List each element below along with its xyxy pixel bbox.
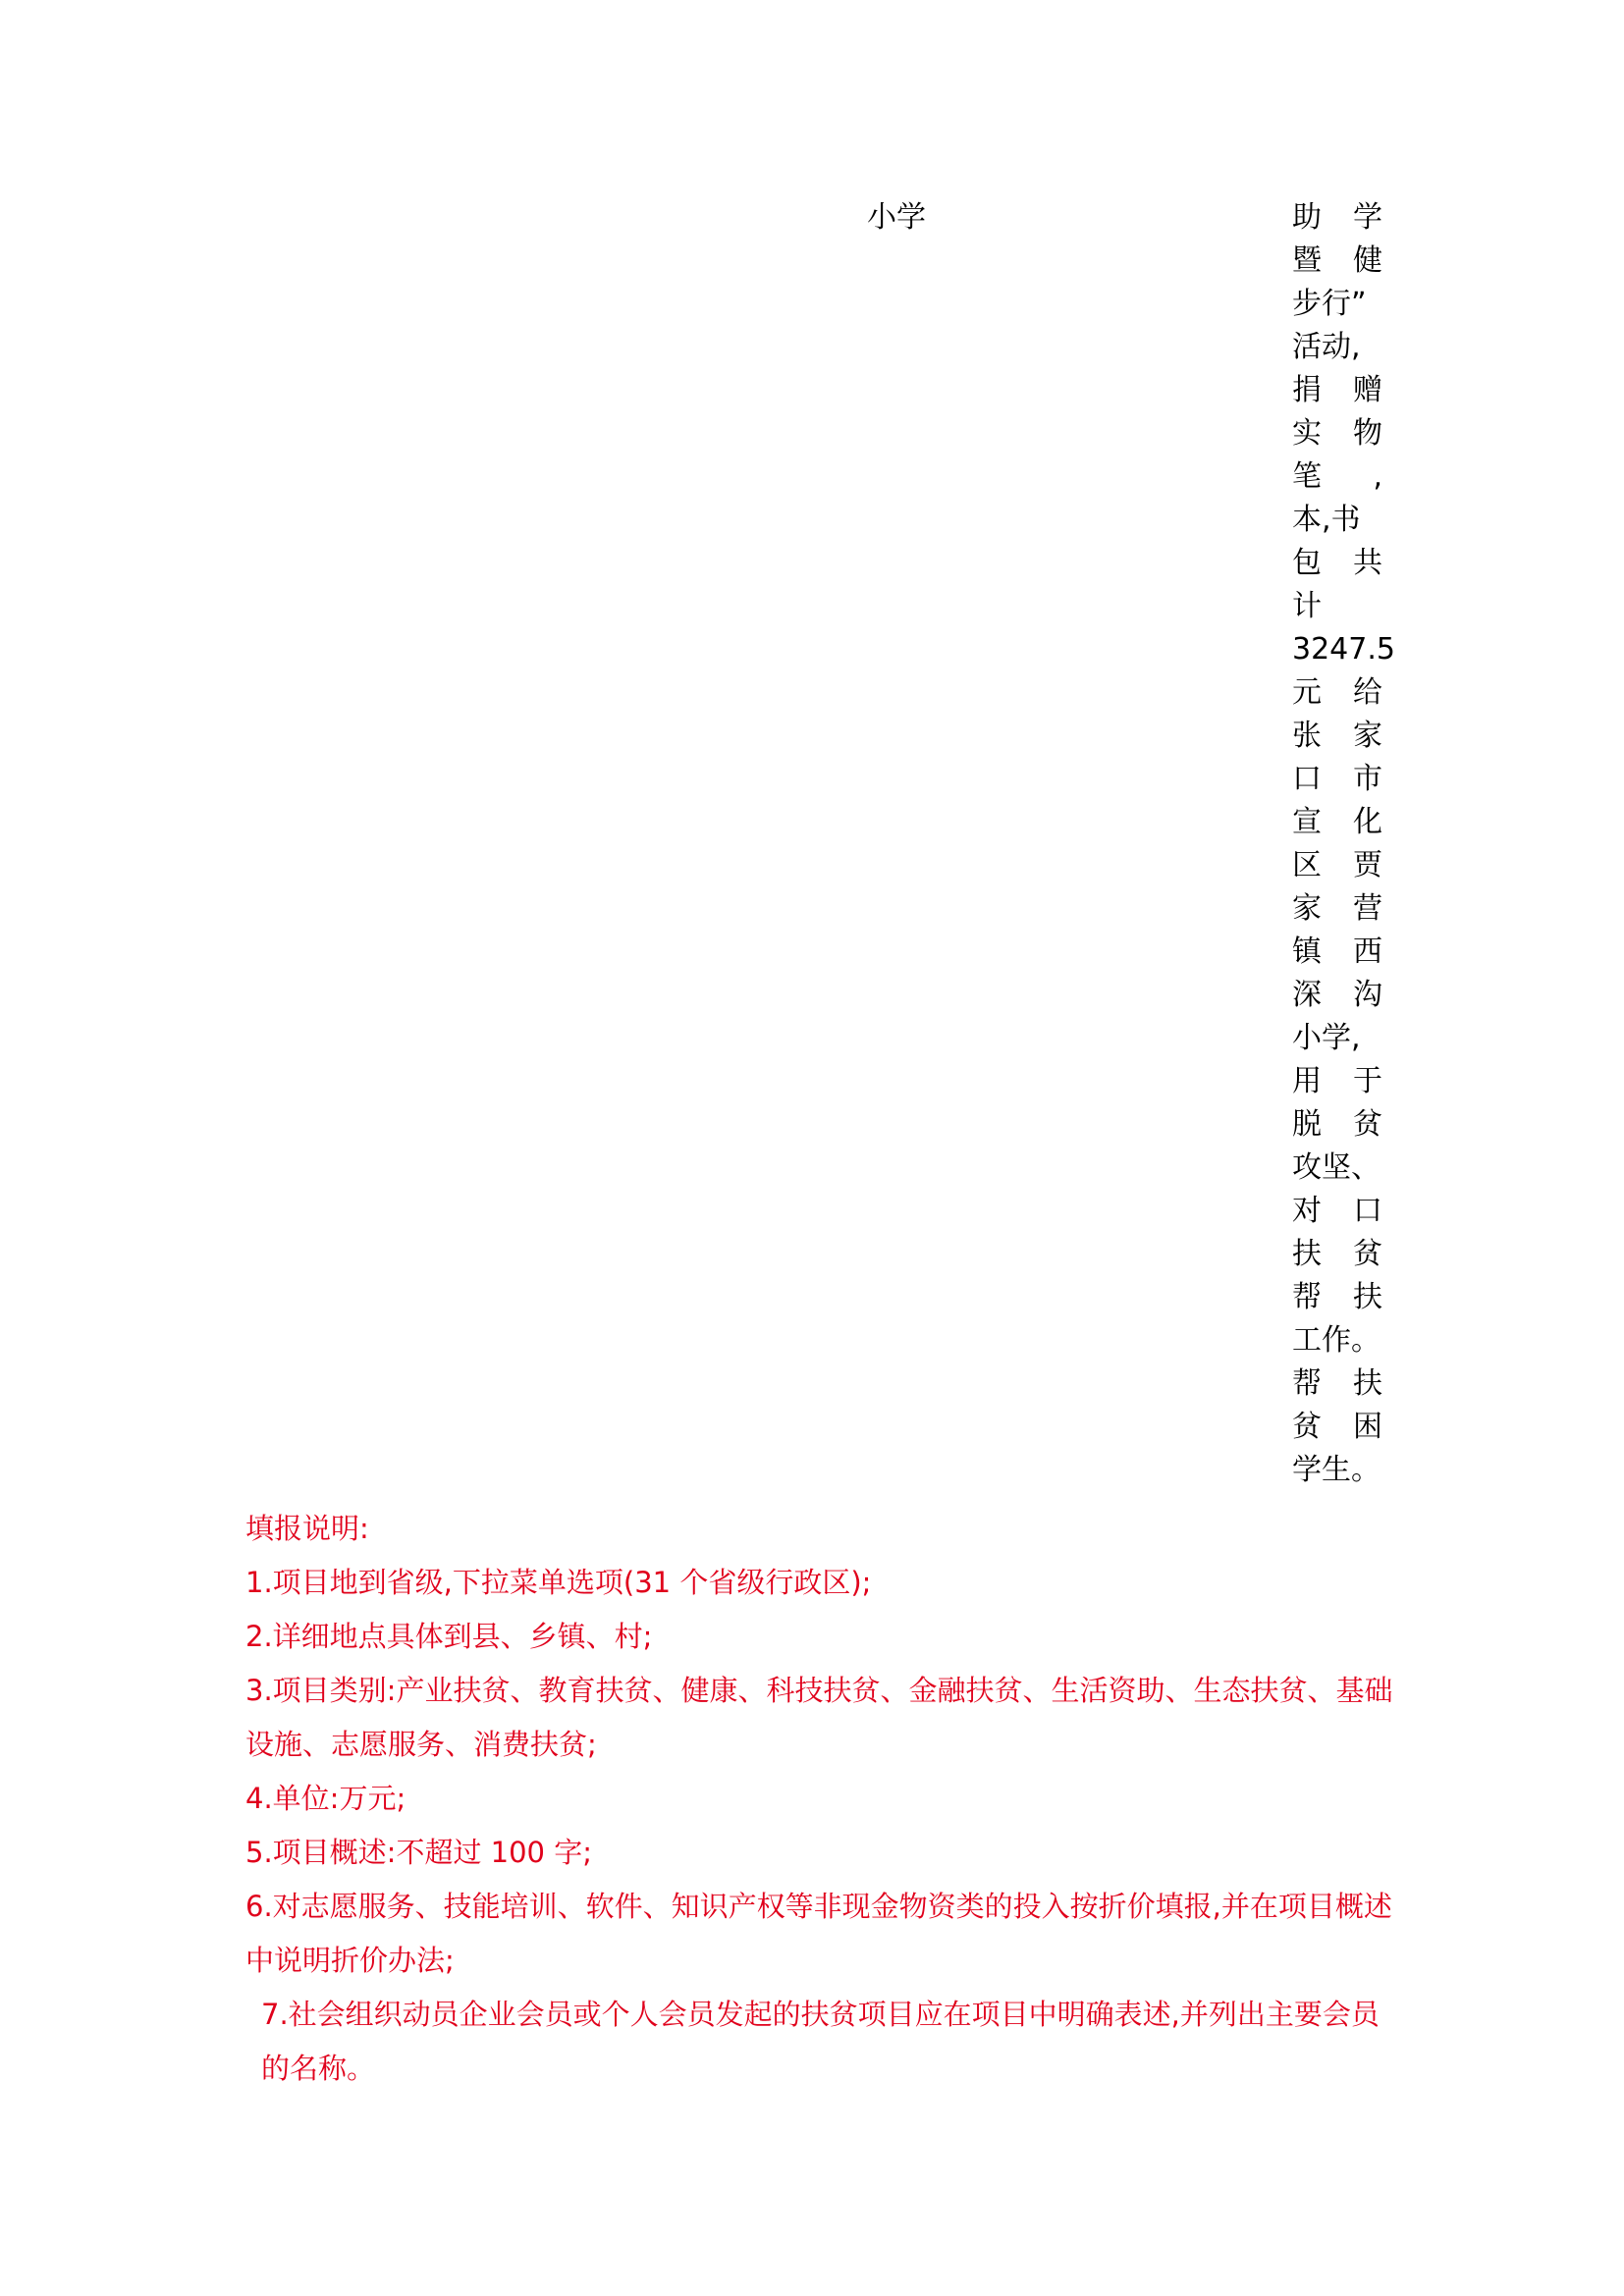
description-line xyxy=(1292,1060,1382,1103)
instruction-item-5: 5.项目概述:不超过 100 字; xyxy=(245,1836,592,1869)
instruction-item-6: 6.对志愿服务、技能培训、软件、知识产权等非现金物资类的投入按折价填报,并在项目概述中说明折价办法; xyxy=(245,1890,1392,1977)
description-segment: 扶 xyxy=(1353,1366,1382,1401)
description-segment: 笔 xyxy=(1292,459,1322,494)
description-line xyxy=(1292,1233,1382,1276)
description-segment: 学生。 xyxy=(1292,1453,1380,1487)
instruction-item-1: 1.项目地到省级,下拉菜单选项(31 个省级行政区); xyxy=(245,1566,872,1599)
description-segment: 共 xyxy=(1353,546,1382,580)
description-line xyxy=(1292,369,1382,412)
description-segment: 扶 xyxy=(1292,1237,1322,1271)
description-segment: 元 xyxy=(1292,675,1322,710)
description-segment: 于 xyxy=(1353,1064,1382,1098)
description-line xyxy=(1292,1319,1382,1362)
description-segment: 深 xyxy=(1292,978,1322,1012)
description-line xyxy=(1292,1362,1382,1406)
description-segment: 宣 xyxy=(1292,805,1322,839)
description-segment: 帮 xyxy=(1292,1280,1322,1314)
project-description-cell xyxy=(1292,196,1395,1492)
description-line xyxy=(1292,499,1382,542)
description-line xyxy=(1292,196,1382,240)
description-segment: 贫 xyxy=(1292,1410,1322,1444)
description-segment: 活动, xyxy=(1292,330,1361,364)
description-segment: 计 xyxy=(1292,589,1322,623)
description-segment: 捐 xyxy=(1292,373,1322,407)
description-line xyxy=(1292,1190,1382,1233)
description-line xyxy=(1292,585,1382,628)
description-segment: 口 xyxy=(1353,1194,1382,1228)
description-segment: 化 xyxy=(1353,805,1382,839)
description-line xyxy=(1292,715,1382,758)
instruction-item-4: 4.单位:万元; xyxy=(245,1782,406,1815)
description-segment: 小学, xyxy=(1292,1021,1361,1055)
description-line xyxy=(1292,240,1382,283)
description-line xyxy=(1292,1276,1382,1319)
instruction-item-2: 2.详细地点具体到县、乡镇、村; xyxy=(245,1620,653,1653)
school-cell: 小学 xyxy=(867,200,926,235)
description-segment: 学 xyxy=(1353,200,1382,235)
description-segment: 贫 xyxy=(1353,1107,1382,1142)
description-segment: 帮 xyxy=(1292,1366,1322,1401)
description-line xyxy=(1292,542,1382,585)
instruction-item-3: 3.项目类别:产业扶贫、教育扶贫、健康、科技扶贫、金融扶贫、生活资助、生态扶贫、基础设施、志愿服务、消费扶贫; xyxy=(245,1674,1393,1761)
description-segment: 区 xyxy=(1292,848,1322,882)
description-segment: 镇 xyxy=(1292,934,1322,969)
description-line xyxy=(1292,1017,1382,1060)
description-segment: 物 xyxy=(1353,416,1382,451)
description-segment: 营 xyxy=(1353,891,1382,926)
description-line xyxy=(1292,1449,1382,1492)
description-line xyxy=(1292,1406,1382,1449)
description-segment: 对 xyxy=(1292,1194,1322,1228)
description-segment: 张 xyxy=(1292,719,1322,753)
description-line xyxy=(1292,931,1382,974)
description-segment: 口 xyxy=(1292,762,1322,796)
description-line xyxy=(1292,671,1382,715)
description-segment: 赠 xyxy=(1353,373,1382,407)
instruction-item-7: 7.社会组织动员企业会员或个人会员发起的扶贫项目应在项目中明确表述,并列出主要会员的名称。 xyxy=(261,1998,1380,2085)
description-segment: 步行” xyxy=(1292,287,1367,321)
description-segment: 实 xyxy=(1292,416,1322,451)
description-segment: , xyxy=(1373,459,1382,494)
description-segment: 沟 xyxy=(1353,978,1382,1012)
description-segment: 本,书 xyxy=(1292,503,1361,537)
description-segment: 助 xyxy=(1292,200,1322,235)
description-line xyxy=(1292,801,1382,844)
description-segment: 暨 xyxy=(1292,243,1322,278)
description-segment: 家 xyxy=(1353,719,1382,753)
description-segment: 扶 xyxy=(1353,1280,1382,1314)
description-line xyxy=(1292,283,1382,326)
description-segment: 市 xyxy=(1353,762,1382,796)
description-line xyxy=(1292,1147,1382,1190)
description-line xyxy=(1292,1103,1382,1147)
description-segment: 给 xyxy=(1353,675,1382,710)
description-segment: 攻坚、 xyxy=(1292,1150,1380,1185)
description-line xyxy=(1292,758,1382,801)
instructions-heading: 填报说明: xyxy=(245,1512,369,1545)
description-segment: 脱 xyxy=(1292,1107,1322,1142)
description-line xyxy=(1292,844,1382,887)
description-segment: 3247.5 xyxy=(1292,632,1395,667)
description-line xyxy=(1292,455,1382,499)
description-line xyxy=(1292,326,1382,369)
description-line xyxy=(1292,412,1382,455)
description-segment: 困 xyxy=(1353,1410,1382,1444)
description-segment: 西 xyxy=(1353,934,1382,969)
description-line xyxy=(1292,974,1382,1017)
description-segment: 用 xyxy=(1292,1064,1322,1098)
description-segment: 家 xyxy=(1292,891,1322,926)
description-segment: 包 xyxy=(1292,546,1322,580)
description-line xyxy=(1292,628,1395,671)
description-segment: 工作。 xyxy=(1292,1323,1380,1358)
description-line xyxy=(1292,887,1382,931)
description-segment: 健 xyxy=(1353,243,1382,278)
filling-instructions xyxy=(245,1502,1404,2096)
description-segment: 贫 xyxy=(1353,1237,1382,1271)
description-segment: 贾 xyxy=(1353,848,1382,882)
